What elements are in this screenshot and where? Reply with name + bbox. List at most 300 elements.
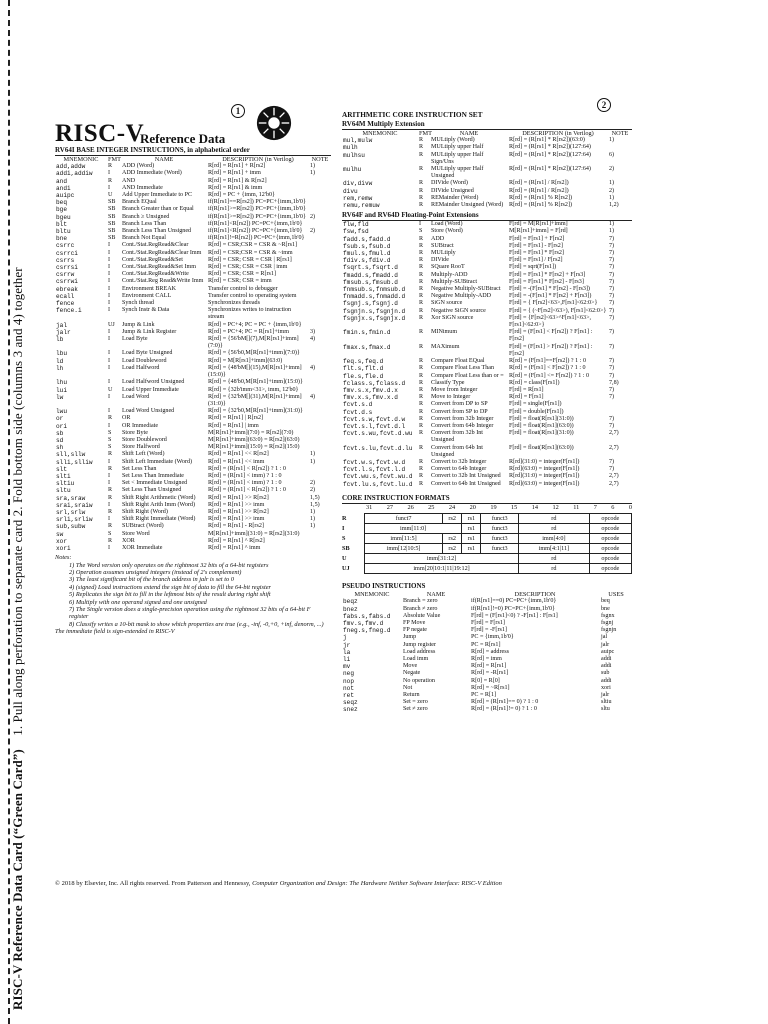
base-table-row <box>55 278 331 285</box>
pseudo-table-cell: PC = {imm,1b'0} <box>471 634 514 641</box>
base-table-cell: OR <box>122 415 131 422</box>
base-table-cell: 2) <box>310 480 316 487</box>
base-table-cell: R <box>108 415 113 422</box>
pseudo-table-cell: R[rd] = (R[rs1]!= 0) ? 1 : 0 <box>471 706 537 713</box>
base-table-cell: 1) <box>310 163 316 170</box>
base-table-cell: R[rd] = {32'b0,M[R[rs1]+imm](31:0)} <box>208 408 303 415</box>
base-table-cell: I <box>108 278 111 285</box>
base-table-cell: Branch Greater than or Equal <box>122 206 194 213</box>
pseudo-table-cell: fneg.s,fneg.d <box>343 627 391 635</box>
base-table-cell: 1) <box>310 523 316 530</box>
fp-table-cell: Move from Integer <box>431 386 478 393</box>
fp-table-row <box>342 358 632 365</box>
base-table-cell: I <box>108 256 111 263</box>
base-table-cell: I <box>108 300 111 307</box>
fp-table-row <box>342 380 632 387</box>
base-table-cell <box>309 257 331 264</box>
base-table-cell: I <box>108 544 111 551</box>
fp-table-cell: fle.s,fle.d <box>343 372 384 380</box>
bit-label: 31 <box>366 503 373 511</box>
arith-table-cell: 1) <box>609 137 615 144</box>
base-table-cell: R[rd] = R[rs1] >> R[rs2] <box>208 508 269 515</box>
base-table-cell: ADD (Word) <box>122 163 155 170</box>
base-table-cell: csrrci <box>56 249 78 257</box>
format-label: R <box>342 515 347 523</box>
fp-table-cell: F[rd] = -(F[rs1] * F[rs2] + F[rs3]) <box>509 293 592 300</box>
bit-label: 24 <box>448 503 456 511</box>
base-table-cell: Store Doubleword <box>122 436 167 443</box>
arith-table-row <box>342 195 632 202</box>
fp-table-cell: 7) <box>609 343 615 350</box>
base-table-cell: sh <box>56 444 64 452</box>
fp-table-cell: F[rd] = F[rs1] * F[rs2] - F[rs3] <box>509 278 584 285</box>
pseudo-col-description: DESCRIPTION <box>514 591 556 599</box>
fp-table-cell: 7) <box>609 257 615 264</box>
pseudo-table-cell: beq <box>601 598 610 605</box>
arith-table-cell: R[rd] = (R[rs1] * R[rs2])(63:0) <box>509 137 585 144</box>
fp-table-cell: 7) <box>609 250 615 257</box>
fp-table-row <box>342 401 632 408</box>
fp-table-cell: 7,8) <box>609 379 619 386</box>
fp-table-cell: R <box>419 235 424 242</box>
fp-table-cell: R <box>419 408 424 415</box>
pseudo-table-row <box>342 670 632 677</box>
fp-table-cell: R <box>419 401 424 408</box>
bit-label: 25 <box>428 503 435 511</box>
base-table-cell: Shift Right Immediate (Word) <box>122 516 196 523</box>
base-table-cell: M[R[rs1]+imm](15:0) = R[rs2](15:0) <box>208 444 300 451</box>
fp-table-cell: R <box>419 466 424 473</box>
arith-table-cell: R <box>419 144 424 151</box>
base-table-row <box>55 221 331 228</box>
pseudo-table-cell: jr <box>343 641 351 649</box>
base-table-cell: 1) <box>310 516 316 523</box>
base-table-cell: xor <box>56 537 67 545</box>
format-field: rs1 <box>462 514 481 524</box>
base-table-cell: Branch ≥ Unsigned <box>122 213 170 220</box>
base-table-body <box>55 163 331 552</box>
fp-table-cell: fsgnj.s,fsgnj.d <box>343 300 398 308</box>
fp-table-cell: F[rd] = R[rs1] <box>509 386 544 393</box>
base-table-row <box>55 271 331 278</box>
base-table-cell: Synchronizes threads <box>208 300 260 307</box>
fp-table <box>342 221 632 488</box>
base-table-cell: lbu <box>56 350 67 358</box>
pseudo-table-cell: auipc <box>601 648 615 655</box>
base-table-cell: R[rd] = R[rs1] & R[rs2] <box>208 177 267 184</box>
base-table-cell: R[rd] = (R[rs1] < imm) ? 1 : 0 <box>208 472 282 479</box>
pseudo-table-cell: fmv.s,fmv.d <box>343 619 384 627</box>
base-table-row <box>55 473 331 480</box>
bit-label: 14 <box>531 503 539 511</box>
notes-list <box>55 562 331 629</box>
format-row <box>342 554 632 564</box>
fp-table-cell: R <box>419 458 424 465</box>
fp-table-cell: Convert from 64b Integer <box>431 422 494 429</box>
base-table-cell: SUBtract (Word) <box>122 523 164 530</box>
base-table-cell: R[rd] = {32'bM[](31),M[R[rs1]+imm](31:0)} <box>208 393 302 407</box>
base-table-row <box>55 502 331 509</box>
pseudo-table-cell: if(R[rs1]==0) PC=PC+{imm,1b'0} <box>471 598 557 605</box>
pseudo-table-cell: PC = R[rs1] <box>471 641 501 648</box>
base-table-cell: R <box>108 465 113 472</box>
base-table-row <box>55 451 331 458</box>
base-table-row <box>55 379 331 386</box>
base-table-cell: Branch Not Equal <box>122 235 166 242</box>
base-table-cell: if(R[rs1]!=R[rs2]) PC=PC+{imm,1b'0} <box>208 235 305 242</box>
base-table-cell: I <box>108 184 111 191</box>
base-table-cell <box>309 430 331 437</box>
fp-table-row <box>342 430 632 444</box>
base-table-cell: or <box>56 415 64 423</box>
note-item: 4) (signed) Load instructions extend the sign bit of data to fill the 64-bit register <box>69 583 271 591</box>
fp-table-cell: R <box>419 250 424 257</box>
arith-table-cell: div,divw <box>343 180 373 188</box>
fp-table-cell: F[rd] = F[rs1] / F[rs2] <box>509 257 563 264</box>
pseudo-table-cell: R[rd] = ~R[rs1] <box>471 684 510 691</box>
fp-table-cell: S <box>419 228 423 235</box>
base-table-cell: AND Immediate <box>122 184 163 191</box>
format-field: funct7 <box>365 514 443 524</box>
base-table-cell: R[rd] = (R[rs1] < imm) ? 1 : 0 <box>208 480 282 487</box>
formats-table-body <box>342 514 632 574</box>
fp-table-cell: 7) <box>609 278 615 285</box>
fp-table-cell: 7) <box>609 365 615 372</box>
base-table-cell <box>309 264 331 271</box>
base-table-cell: addi,addiw <box>56 170 93 178</box>
arith-table-cell: 1) <box>609 194 615 201</box>
pseudo-table-cell: Set ≠ zero <box>403 706 428 713</box>
fp-table-cell: 2,7) <box>609 480 619 487</box>
base-table-cell: I <box>108 458 111 465</box>
base-table-cell: I <box>108 379 111 386</box>
fp-table-cell: F[rd] = {F[rs2]<63>^F[rs1]<63>, F[rs1]<62:0>} <box>509 314 592 329</box>
fp-table-cell: Store (Word) <box>431 228 463 235</box>
base-table-cell: R[rd] = R[rs1] << R[rs2] <box>208 451 269 458</box>
arith-table-cell: DIVide Unsigned <box>431 187 474 194</box>
base-table-cell: M[R[rs1]+imm](63:0) = R[rs2](63:0) <box>208 436 300 443</box>
pseudo-table-row <box>342 627 632 634</box>
bit-label: 26 <box>407 503 414 511</box>
base-table-cell: Cont./Stat.Reg Read&Write Imm <box>122 278 204 285</box>
base-table-row <box>55 214 331 221</box>
base-table-row <box>55 444 331 451</box>
base-table-row <box>55 531 331 538</box>
format-row <box>342 534 632 544</box>
base-table-cell: I <box>108 472 111 479</box>
pseudo-table-cell: PC = R[1] <box>471 692 497 698</box>
pseudo-table-cell: Load imm <box>403 655 429 662</box>
pseudo-table-cell: addi <box>601 663 612 670</box>
base-table-cell: slli,slliw <box>56 458 93 466</box>
base-table-cell: S <box>108 530 112 537</box>
base-table-cell: I <box>108 271 111 278</box>
base-table-cell: I <box>108 408 111 415</box>
base-table-cell: R[rd] = {48'b0,M[R[rs1]+imm](15:0)} <box>208 379 303 386</box>
base-table-cell: U <box>108 386 113 393</box>
fp-table-cell: R[rd] = F[rs1] <box>509 394 544 401</box>
base-table-row <box>55 365 331 379</box>
side-title: RISC-V Reference Data Card (“Green Card”) <box>10 749 25 1010</box>
base-table-cell: R[rd] = R[rs1] >> imm <box>208 501 265 508</box>
fp-table-cell: R <box>419 242 424 249</box>
base-table-cell <box>309 221 331 228</box>
fp-table-cell: R <box>419 372 424 379</box>
base-table-cell: R[rd] = R[rs1] << imm <box>208 458 265 465</box>
base-table-cell: xori <box>56 544 71 552</box>
fp-table-cell: 1) <box>609 221 615 228</box>
fp-table-cell: F[rd] = float(R[rs1](31:0)) <box>509 415 574 422</box>
fp-table-cell: R <box>419 394 424 401</box>
base-table-cell: srli,srliw <box>56 516 93 524</box>
fp-table-cell: flt.s,flt.d <box>343 365 384 373</box>
fp-table-cell: 7) <box>609 329 615 336</box>
fp-table-cell: fcvt.lu.s,fcvt.lu.d <box>343 480 413 488</box>
base-table-cell: Cont./Stat.RegRead&Write <box>122 271 189 278</box>
fp-table-row <box>342 272 632 279</box>
base-table-cell: sltu <box>56 487 71 495</box>
base-table-cell: R[rd] = {56'bM[](7),M[R[rs1]+imm](7:0)} <box>208 336 299 350</box>
arith-table-row <box>342 144 632 151</box>
fp-table-cell: fmv.s.x,fmv.d.x <box>343 386 398 394</box>
fp-table-row <box>342 373 632 380</box>
base-table-cell: if(R[rs1]==R[rs2]) PC=PC+{imm,1b'0} <box>208 199 306 206</box>
base-table-row <box>55 394 331 408</box>
base-table-cell: R[rd] = CSR; CSR = CSR | R[rs1] <box>208 256 292 263</box>
base-table-row <box>55 430 331 437</box>
fp-table-cell: R[rd] = (F[rs1] <= F[rs2]) ? 1 : 0 <box>509 372 590 379</box>
base-table-cell <box>309 408 331 415</box>
fp-table-cell: F[rd] = (F[rs1] > F[rs2]) ? F[rs1] : F[rs2] <box>509 343 593 357</box>
base-table-cell: Store Halfword <box>122 444 160 451</box>
base-table-cell <box>309 538 331 545</box>
pseudo-table-cell: nop <box>343 677 354 685</box>
base-table-cell: XOR <box>122 537 135 544</box>
fp-table-cell: Convert to 32b Int Unsigned <box>431 473 501 480</box>
base-table-cell <box>309 350 331 357</box>
arith-table-cell: R[rd] = (R[rs1] * R[rs2])(127:64) <box>509 144 591 151</box>
base-table-cell: add,addw <box>56 163 86 171</box>
arith-table-cell: 2) <box>609 187 615 194</box>
fp-table-cell: fdiv.s,fdiv.d <box>343 257 391 265</box>
fp-table-cell: R <box>419 415 424 422</box>
base-table-cell: Synch thread <box>122 300 154 307</box>
fp-table-cell: F[rd] = sqrt(F[rs1]) <box>509 264 557 271</box>
pseudo-table-row <box>342 649 632 656</box>
bit-label: 11 <box>573 503 580 511</box>
footer <box>55 880 675 887</box>
base-table-row <box>55 516 331 523</box>
fp-table-cell: 7) <box>609 264 615 271</box>
format-field: rs2 <box>443 514 462 524</box>
base-table-cell: 4) <box>310 364 316 371</box>
format-field: rs1 <box>462 544 481 554</box>
pseudo-table <box>342 591 632 713</box>
base-table-cell: and <box>56 177 67 185</box>
base-table-cell: Jump & Link <box>122 321 155 328</box>
base-table-cell: R[rd] = R[rs1] ^ imm <box>208 544 261 551</box>
base-table-cell <box>309 199 331 206</box>
fp-table-cell <box>608 401 632 408</box>
col-name: NAME <box>154 156 174 163</box>
base-table-cell <box>309 379 331 386</box>
fp-table-row <box>342 236 632 243</box>
base-table-cell: R <box>108 523 113 530</box>
fp-table-cell: R <box>419 307 424 314</box>
base-table-cell: sb <box>56 429 64 437</box>
fp-table-cell: R[rd](31:0) = integer(F[rs1]) <box>509 458 580 465</box>
pseudo-table-row <box>342 678 632 685</box>
base-table-cell: SB <box>108 228 116 235</box>
base-table-cell: Cont./Stat.RegRead&Set Imm <box>122 264 196 271</box>
base-table-cell: Load Upper Immediate <box>122 386 179 393</box>
fp-table-cell: Convert from 32b Integer <box>431 415 494 422</box>
base-table-cell <box>309 415 331 422</box>
base-table-cell: AND <box>122 177 136 184</box>
notes-label: Notes: <box>55 554 72 562</box>
fp-table-cell: fcvt.d.s <box>343 408 373 416</box>
fp-table-cell: fcvt.s.d <box>343 401 373 409</box>
fp-table-cell: F[rd] = float(R[rs1](31:0)) <box>509 430 574 437</box>
fp-table-cell: 7) <box>609 372 615 379</box>
col-note: NOTE <box>311 156 329 163</box>
base-table-cell: Set Less Than Immediate <box>122 472 184 479</box>
base-table-cell: andi <box>56 184 71 192</box>
base-table-cell: Synchronizes writes to instruction stream <box>208 307 292 321</box>
fp-table-cell: R <box>419 286 424 293</box>
fp-table-cell: Load (Word) <box>431 221 463 228</box>
fp-table-cell: Convert from 32b Int Unsigned <box>431 430 483 444</box>
base-table-cell: R[rd] = CSR; CSR = R[rs1] <box>208 271 276 278</box>
format-field: funct3 <box>481 524 519 534</box>
fp-table-cell: Move to Integer <box>431 394 471 401</box>
note-item: 5) Replicates the sign bit to fill in the leftmost bits of the result during right shift <box>69 591 271 599</box>
fp-table-cell: fcvt.wu.s,fcvt.wu.d <box>343 473 413 481</box>
format-field: rd <box>519 554 590 564</box>
base-table-cell: R[rd] = R[rs1] | imm <box>208 422 259 429</box>
base-table-header <box>55 156 331 163</box>
format-field: rd <box>519 564 590 574</box>
pseudo-table-cell: R[rd] = (R[rs1]== 0) ? 1 : 0 <box>471 699 539 706</box>
fp-table-cell: 7) <box>609 307 615 314</box>
fp-table-cell: F[rd] = double(F[rs1]) <box>509 408 564 415</box>
pseudo-table-cell: Load address <box>403 648 436 655</box>
fp-table-row <box>342 344 632 358</box>
base-table-cell: Store Byte <box>122 429 148 436</box>
base-table-cell: 1,5) <box>310 501 320 508</box>
base-table-cell: srl,srlw <box>56 508 86 516</box>
base-table-cell: R[rd] = M[R[rs1]+imm](63:0) <box>208 357 283 364</box>
pseudo-table-cell: not <box>343 684 354 692</box>
fp-table-cell: fmsub.s,fmsub.d <box>343 278 398 286</box>
format-label: I <box>342 525 345 533</box>
fp-table-cell: R <box>419 343 424 350</box>
base-table-cell: I <box>108 249 111 256</box>
format-row <box>342 524 632 534</box>
pseudo-table-cell: FP negate <box>403 627 427 634</box>
format-field: imm[4:0] <box>519 534 590 544</box>
bit-label: 15 <box>511 503 518 511</box>
fp-table-cell: 7) <box>609 458 615 465</box>
format-field: rd <box>519 514 590 524</box>
fp-table-row <box>342 387 632 394</box>
fp-table-cell: 7) <box>609 415 615 422</box>
arith-table-cell: 2) <box>609 166 615 173</box>
base-table-cell <box>309 423 331 430</box>
fp-table-cell: F[rd] = float(R[rs1](63:0)) <box>509 422 574 429</box>
arith-table-cell: R <box>419 151 424 158</box>
format-field: imm[11:0] <box>365 524 462 534</box>
arith-subtitle: RV64M Multiply Extension <box>342 120 632 130</box>
copyright-text: © 2018 by Elsevier, Inc. All rights reserved. From Patterson and Hennessy, <box>55 880 253 887</box>
base-table-row <box>55 415 331 422</box>
fp-table-cell: 7) <box>609 422 615 429</box>
note-item: 3) The least significant bit of the branch address in jalr is set to 0 <box>69 576 234 584</box>
fp-table-cell: fcvt.s.w,fcvt.d.w <box>343 415 406 423</box>
base-table-cell: bge <box>56 206 67 214</box>
fp-table-cell: F[rd] = { F[rs2]<63>,F[rs1]<62:0>} <box>509 300 598 307</box>
base-table-cell: I <box>108 364 111 371</box>
arith-col-note: NOTE <box>611 130 629 137</box>
base-table-row <box>55 250 331 257</box>
base-table-cell: Cont./Stat.RegRead&Clear <box>122 242 189 249</box>
base-table-cell: I <box>108 357 111 364</box>
pseudo-table-cell: seqz <box>343 699 358 707</box>
base-table-cell: R[rd] = PC+4; PC = PC + {imm,1b'0} <box>208 321 302 328</box>
fp-table-cell: 1) <box>609 228 615 235</box>
pseudo-table-row <box>342 634 632 641</box>
base-table-cell: XOR Immediate <box>122 544 163 551</box>
base-table-cell: fence <box>56 300 75 308</box>
format-label: U <box>342 555 347 563</box>
base-table-cell: csrrsi <box>56 264 78 272</box>
arith-table-body <box>342 137 632 209</box>
pseudo-col-uses: USES <box>608 591 624 599</box>
note-item: 8) Classify writes a 10-bit mask to show which properties are true (e.g., -inf, -0,+0, +inf, denorm, ...) <box>69 620 324 628</box>
pseudo-col-mnemonic: MNEMONIC <box>354 591 390 599</box>
format-field: funct3 <box>481 534 519 544</box>
base-table-cell <box>309 278 331 285</box>
fp-table-row <box>342 365 632 372</box>
fp-table-cell: flw,fld <box>343 221 369 229</box>
fp-table-cell: fcvt.s.l,fcvt.d.l <box>343 422 406 430</box>
fp-table-cell: Convert to 64b Integer <box>431 466 487 473</box>
base-table-cell <box>309 545 331 552</box>
fp-table-cell: fmv.x.s,fmv.x.d <box>343 394 398 402</box>
base-instruction-table <box>55 156 331 552</box>
base-table-cell: 1) <box>310 458 316 465</box>
base-table-row <box>55 286 331 293</box>
fp-table-cell: Compare Float EQual <box>431 358 485 365</box>
arith-table-cell: DIVide (Word) <box>431 180 468 187</box>
pseudo-table-row <box>342 606 632 613</box>
base-table-cell: Branch EQual <box>122 199 157 206</box>
card-subtitle: Reference Data <box>140 131 226 146</box>
base-table-cell: 3) <box>310 328 316 335</box>
base-table-cell: ecall <box>56 292 75 300</box>
base-table-cell: ori <box>56 422 67 430</box>
base-table-cell: I <box>108 501 111 508</box>
fp-table-cell: R[rd](63:0) = integer(F[rs1]) <box>509 480 580 487</box>
format-field: opcode <box>589 554 631 564</box>
pseudo-section-title: PSEUDO INSTRUCTIONS <box>342 582 426 591</box>
fp-table-cell: fmin.s,fmin.d <box>343 329 391 337</box>
arith-table-cell: R[rd] = (R[rs1] * R[rs2])(127:64) <box>509 151 591 158</box>
fp-table-cell: F[rd] = F[rs1] + F[rs2] <box>509 235 565 242</box>
fp-table-cell: fnmsub.s,fnmsub.d <box>343 286 406 294</box>
format-field: opcode <box>589 534 631 544</box>
fp-table-cell: Negative Multiply-SUBtract <box>431 286 501 293</box>
